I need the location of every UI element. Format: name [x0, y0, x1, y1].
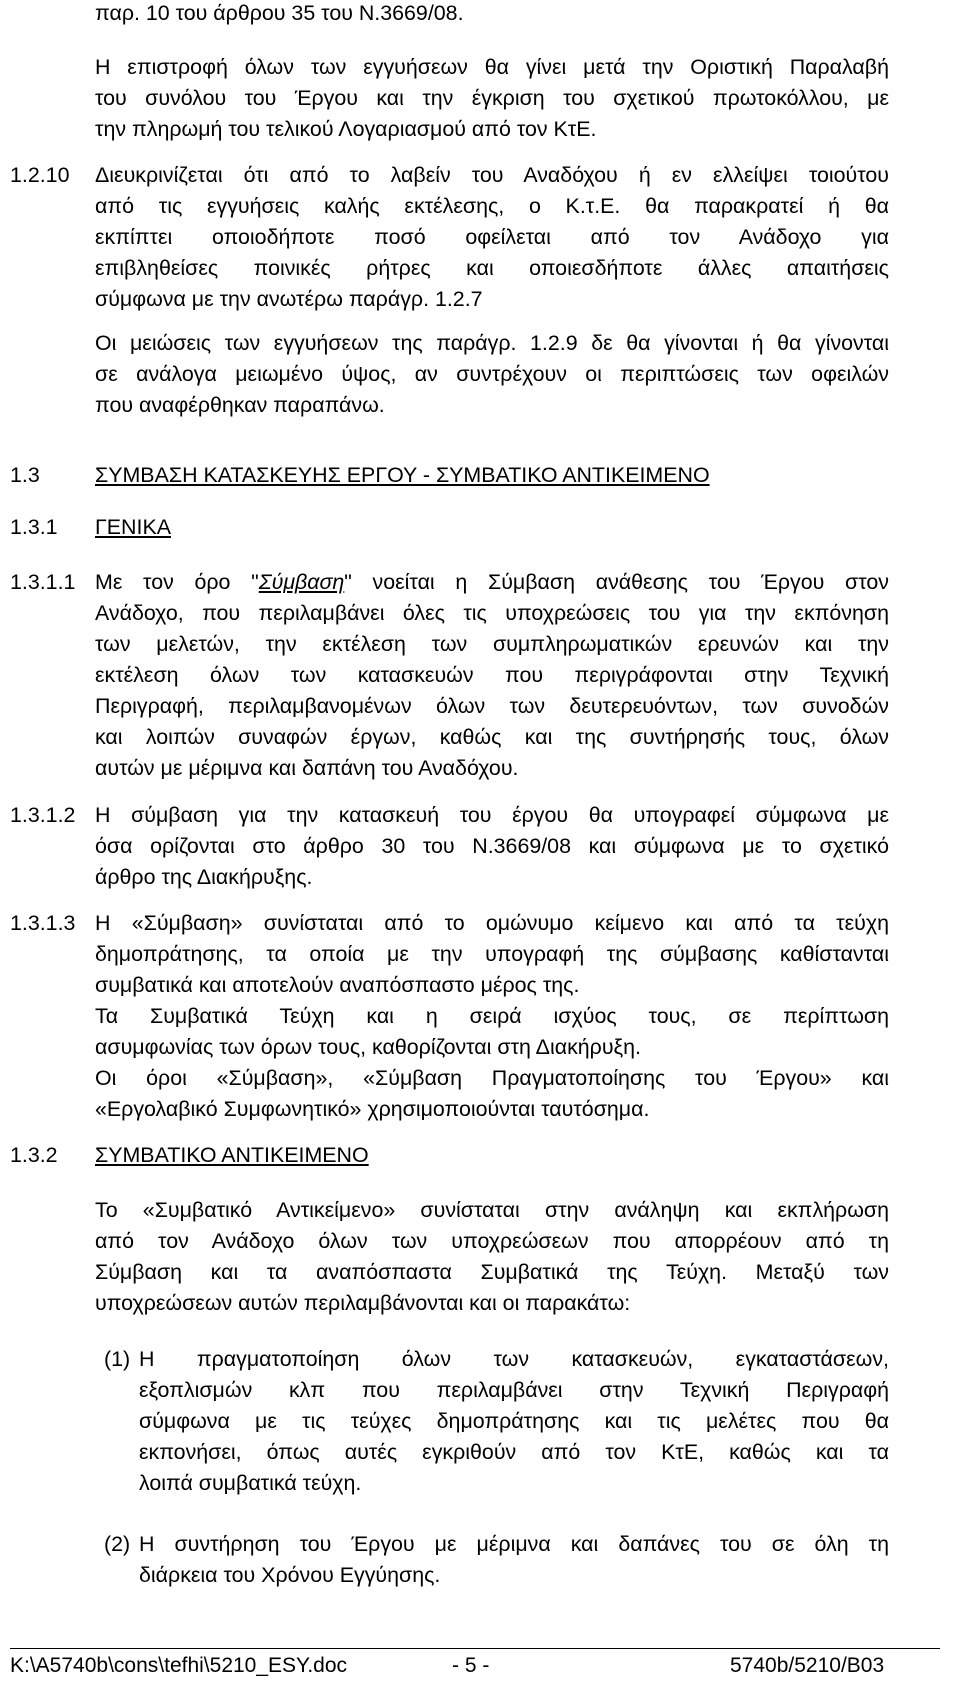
section-heading: ΣΥΜΒΑΤΙΚΟ ΑΝΤΙΚΕΙΜΕΝΟ: [95, 1143, 369, 1167]
paragraph-line: των μελετών, την εκτέλεση των συμπληρωματικών ερευνών και την: [95, 632, 889, 656]
list-item-line: σύμφωνα με τις τεύχες δημοπράτησης και τις μελέτες που θα: [139, 1409, 889, 1433]
section-number: 1.3.2: [10, 1143, 58, 1167]
paragraph-line: Ανάδοχο, που περιλαμβάνει όλες τις υποχρεώσεις του για την εκπόνηση: [95, 601, 889, 625]
paragraph-line: δημοπράτησης, τα οποία με την υπογραφή της σύμβασης καθίστανται: [95, 942, 889, 966]
list-item-label: (1): [104, 1347, 131, 1371]
paragraph-line: εκπίπτει οποιοδήποτε ποσό οφείλεται από τον Ανάδοχο για: [95, 225, 889, 249]
paragraph-line: όσα ορίζονται στο άρθρο 30 του Ν.3669/08 και σύμφωνα με το σχετικό: [95, 834, 889, 858]
section-number: 1.3.1.2: [10, 803, 76, 827]
section-heading: ΣΥΜΒΑΣΗ ΚΑΤΑΣΚΕΥΗΣ ΕΡΓΟΥ - ΣΥΜΒΑΤΙΚΟ ΑΝΤΙΚΕΙΜΕΝΟ: [95, 463, 710, 487]
list-item-line: διάρκεια του Χρόνου Εγγύησης.: [139, 1563, 441, 1587]
paragraph-line: Σύμβαση και τα αναπόσπαστα Συμβατικά της Τεύχη. Μεταξύ των: [95, 1260, 889, 1284]
paragraph-line: από τις εγγυήσεις καλής εκτέλεσης, ο Κ.τ.Ε. θα παρακρατεί ή θα: [95, 194, 889, 218]
paragraph-line: του συνόλου του Έργου και την έγκριση του σχετικού πρωτοκόλλου, με: [95, 86, 889, 110]
list-item-line: εκπονήσει, όπως αυτές εγκριθούν από τον ΚτΕ, καθώς και τα: [139, 1440, 889, 1464]
paragraph-line: και λοιπών συναφών έργων, καθώς και της συντήρησής τους, όλων: [95, 725, 889, 749]
emphasized-term: Σύμβαση: [258, 570, 345, 594]
paragraph-line: Τα Συμβατικά Τεύχη και η σειρά ισχύος τους, σε περίπτωση: [95, 1004, 889, 1028]
paragraph-line: υποχρεώσεων αυτών περιλαμβάνονται και οι παρακάτω:: [95, 1291, 631, 1315]
list-item-line: εξοπλισμών κλπ που περιλαμβάνει στην Τεχνική Περιγραφή: [139, 1378, 889, 1402]
paragraph-line: αυτών με μέριμνα και δαπάνη του Αναδόχου.: [95, 756, 519, 780]
paragraph-line: ασυμφωνίας των όρων τους, καθορίζονται στη Διακήρυξη.: [95, 1035, 641, 1059]
list-item-line: Η πραγματοποίηση όλων των κατασκευών, εγκαταστάσεων,: [139, 1347, 889, 1371]
paragraph-line: Οι μειώσεις των εγγυήσεων της παράγρ. 1.2.9 δε θα γίνονται ή θα γίνονται: [95, 331, 889, 355]
list-item-label: (2): [104, 1532, 131, 1556]
footer-document-code: 5740b/5210/B03: [730, 1654, 885, 1677]
paragraph-line: συμβατικά και αποτελούν αναπόσπαστο μέρος της.: [95, 973, 580, 997]
paragraph-line: «Εργολαβικό Συμφωνητικό» χρησιμοποιούνται ταυτόσημα.: [95, 1097, 650, 1121]
footer-file-path: K:\A5740b\cons\tefhi\5210_ESY.doc: [10, 1654, 348, 1677]
paragraph-line: την πληρωμή του τελικού Λογαριασμού από τον ΚτΕ.: [95, 117, 597, 141]
paragraph-line: σε ανάλογα μειωμένο ύψος, αν συντρέχουν οι περιπτώσεις των οφειλών: [95, 362, 889, 386]
list-item-line: λοιπά συμβατικά τεύχη.: [139, 1471, 362, 1495]
paragraph-line: επιβληθείσες ποινικές ρήτρες και οποιεσδήποτε άλλες απαιτήσεις: [95, 256, 889, 280]
text-run: " νοείται η Σύμβαση ανάθεσης του Έργου στον: [344, 570, 889, 594]
section-number: 1.3: [10, 463, 40, 487]
paragraph-line: εκτέλεση όλων των κατασκευών που περιγράφονται στην Τεχνική: [95, 663, 889, 687]
section-number: 1.3.1.1: [10, 570, 76, 594]
paragraph-line: Η επιστροφή όλων των εγγυήσεων θα γίνει μετά την Οριστική Παραλαβή: [95, 55, 889, 79]
paragraph-line: από τον Ανάδοχο όλων των υποχρεώσεων που απορρέουν από τη: [95, 1229, 889, 1253]
section-number: 1.3.1.3: [10, 911, 76, 935]
paragraph-line: Οι όροι «Σύμβαση», «Σύμβαση Πραγματοποίησης του Έργου» και: [95, 1066, 889, 1090]
paragraph-line: Περιγραφή, περιλαμβανομένων όλων των δευτερευόντων, των συνοδών: [95, 694, 889, 718]
list-item-line: Η συντήρηση του Έργου με μέριμνα και δαπάνες του σε όλη τη: [139, 1532, 889, 1556]
footer-divider: [10, 1648, 940, 1649]
section-number: 1.2.10: [10, 163, 70, 187]
footer-page-number: - 5 -: [452, 1654, 490, 1677]
paragraph-line: Η «Σύμβαση» συνίσταται από το ομώνυμο κείμενο και από τα τεύχη: [95, 911, 889, 935]
paragraph-line: που αναφέρθηκαν παραπάνω.: [95, 393, 385, 417]
text-run: Με τον όρο ": [95, 570, 259, 594]
section-heading: ΓΕΝΙΚΑ: [95, 515, 171, 539]
continuation-line: παρ. 10 του άρθρου 35 του Ν.3669/08.: [95, 1, 464, 25]
paragraph-line: Το «Συμβατικό Αντικείμενο» συνίσταται στην ανάληψη και εκπλήρωση: [95, 1198, 889, 1222]
paragraph-line: Η σύμβαση για την κατασκευή του έργου θα υπογραφεί σύμφωνα με: [95, 803, 889, 827]
paragraph-line: άρθρο της Διακήρυξης.: [95, 865, 313, 889]
paragraph-line: σύμφωνα με την ανωτέρω παράγρ. 1.2.7: [95, 287, 483, 311]
paragraph-line: [95, 569, 889, 595]
paragraph-line: Διευκρινίζεται ότι από το λαβείν του Αναδόχου ή εν ελλείψει τοιούτου: [95, 163, 889, 187]
section-number: 1.3.1: [10, 515, 58, 539]
